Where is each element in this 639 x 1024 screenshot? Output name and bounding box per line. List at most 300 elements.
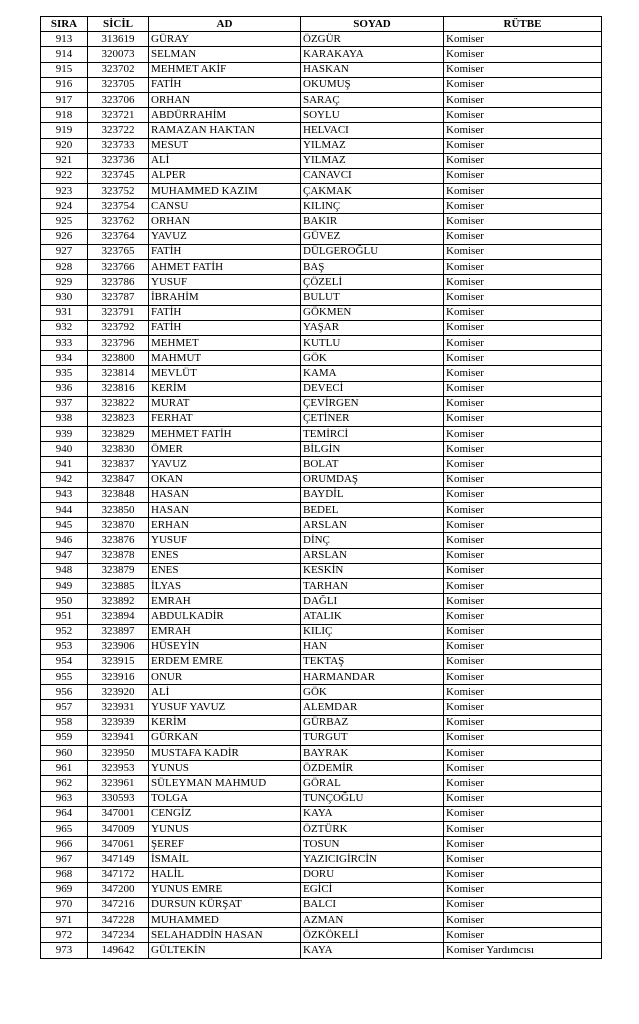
cell-rutbe: Komiser	[444, 123, 602, 138]
cell-ad: YUNUS	[149, 821, 301, 836]
cell-rutbe: Komiser	[444, 837, 602, 852]
cell-soyad: TEKTAŞ	[301, 654, 444, 669]
cell-soyad: DİNÇ	[301, 533, 444, 548]
table-row	[41, 184, 602, 199]
cell-sira: 919	[41, 123, 88, 138]
cell-rutbe: Komiser	[444, 260, 602, 275]
table-row	[41, 639, 602, 654]
table-row	[41, 700, 602, 715]
cell-sira: 973	[41, 943, 88, 958]
cell-sira: 949	[41, 578, 88, 593]
table-row	[41, 882, 602, 897]
table-row	[41, 138, 602, 153]
cell-sicil: 323941	[88, 730, 149, 745]
cell-ad: ERDEM EMRE	[149, 654, 301, 669]
table-body	[41, 32, 602, 958]
table-row	[41, 518, 602, 533]
table-row	[41, 503, 602, 518]
cell-sira: 970	[41, 897, 88, 912]
cell-ad: FATİH	[149, 320, 301, 335]
cell-sicil: 323765	[88, 244, 149, 259]
cell-sira: 944	[41, 503, 88, 518]
cell-rutbe: Komiser	[444, 305, 602, 320]
cell-sicil: 323786	[88, 275, 149, 290]
cell-rutbe: Komiser	[444, 411, 602, 426]
cell-sira: 924	[41, 199, 88, 214]
cell-ad: GÜRAY	[149, 32, 301, 47]
cell-soyad: ÖZTÜRK	[301, 821, 444, 836]
cell-soyad: KESKİN	[301, 563, 444, 578]
cell-sicil: 347172	[88, 867, 149, 882]
cell-sicil: 323885	[88, 578, 149, 593]
table-row	[41, 943, 602, 958]
cell-sira: 921	[41, 153, 88, 168]
cell-sicil: 323816	[88, 381, 149, 396]
cell-ad: HALİL	[149, 867, 301, 882]
cell-sicil: 323848	[88, 487, 149, 502]
cell-ad: AHMET FATİH	[149, 260, 301, 275]
cell-ad: MUSTAFA KADİR	[149, 746, 301, 761]
cell-sira: 953	[41, 639, 88, 654]
cell-sicil: 323754	[88, 199, 149, 214]
cell-rutbe: Komiser	[444, 442, 602, 457]
cell-soyad: GÖK	[301, 351, 444, 366]
cell-sira: 914	[41, 47, 88, 62]
cell-ad: İSMAİL	[149, 852, 301, 867]
cell-sicil: 323762	[88, 214, 149, 229]
cell-soyad: KILIÇ	[301, 624, 444, 639]
cell-rutbe: Komiser	[444, 791, 602, 806]
cell-sira: 951	[41, 609, 88, 624]
cell-soyad: HASKAN	[301, 62, 444, 77]
cell-sicil: 323822	[88, 396, 149, 411]
cell-ad: ENES	[149, 563, 301, 578]
cell-sicil: 323953	[88, 761, 149, 776]
table-row	[41, 715, 602, 730]
table-row	[41, 77, 602, 92]
table-row	[41, 837, 602, 852]
cell-sira: 965	[41, 821, 88, 836]
cell-sira: 954	[41, 654, 88, 669]
cell-sicil: 323791	[88, 305, 149, 320]
cell-rutbe: Komiser	[444, 821, 602, 836]
cell-sicil: 347061	[88, 837, 149, 852]
cell-soyad: DEVECİ	[301, 381, 444, 396]
cell-sicil: 323915	[88, 654, 149, 669]
cell-ad: İLYAS	[149, 578, 301, 593]
cell-sira: 938	[41, 411, 88, 426]
table-row	[41, 62, 602, 77]
cell-soyad: KAMA	[301, 366, 444, 381]
cell-sicil: 347228	[88, 913, 149, 928]
cell-soyad: YAŞAR	[301, 320, 444, 335]
cell-rutbe: Komiser	[444, 138, 602, 153]
cell-ad: FATİH	[149, 244, 301, 259]
cell-soyad: BEDEL	[301, 503, 444, 518]
cell-ad: MEHMET	[149, 335, 301, 350]
cell-sicil: 149642	[88, 943, 149, 958]
cell-sira: 968	[41, 867, 88, 882]
cell-sicil: 323961	[88, 776, 149, 791]
table-row	[41, 47, 602, 62]
cell-rutbe: Komiser	[444, 62, 602, 77]
table-row	[41, 594, 602, 609]
cell-sira: 961	[41, 761, 88, 776]
table-row	[41, 244, 602, 259]
cell-soyad: KUTLU	[301, 335, 444, 350]
cell-rutbe: Komiser	[444, 578, 602, 593]
cell-rutbe: Komiser	[444, 366, 602, 381]
table-row	[41, 32, 602, 47]
cell-rutbe: Komiser	[444, 806, 602, 821]
cell-soyad: BAYRAK	[301, 746, 444, 761]
cell-ad: YUSUF	[149, 275, 301, 290]
cell-rutbe: Komiser	[444, 685, 602, 700]
cell-ad: CENGİZ	[149, 806, 301, 821]
cell-sira: 952	[41, 624, 88, 639]
cell-sicil: 323792	[88, 320, 149, 335]
table-row	[41, 335, 602, 350]
cell-rutbe: Komiser	[444, 730, 602, 745]
cell-rutbe: Komiser Yardımcısı	[444, 943, 602, 958]
cell-rutbe: Komiser	[444, 47, 602, 62]
cell-ad: CANSU	[149, 199, 301, 214]
cell-rutbe: Komiser	[444, 518, 602, 533]
table-row	[41, 305, 602, 320]
cell-soyad: TEMİRCİ	[301, 427, 444, 442]
cell-sicil: 323878	[88, 548, 149, 563]
cell-rutbe: Komiser	[444, 108, 602, 123]
cell-soyad: KAYA	[301, 943, 444, 958]
cell-soyad: YAZICIGİRCİN	[301, 852, 444, 867]
cell-soyad: HARMANDAR	[301, 670, 444, 685]
cell-sira: 939	[41, 427, 88, 442]
header-rutbe: RÜTBE	[444, 17, 602, 32]
cell-ad: YAVUZ	[149, 457, 301, 472]
cell-rutbe: Komiser	[444, 548, 602, 563]
cell-ad: FERHAT	[149, 411, 301, 426]
cell-ad: OKAN	[149, 472, 301, 487]
cell-ad: ŞEREF	[149, 837, 301, 852]
cell-sira: 940	[41, 442, 88, 457]
cell-soyad: BAKIR	[301, 214, 444, 229]
cell-sira: 915	[41, 62, 88, 77]
cell-ad: DURSUN KÜRŞAT	[149, 897, 301, 912]
cell-ad: FATİH	[149, 77, 301, 92]
cell-sira: 964	[41, 806, 88, 821]
cell-rutbe: Komiser	[444, 882, 602, 897]
cell-sicil: 323894	[88, 609, 149, 624]
table-row	[41, 654, 602, 669]
cell-rutbe: Komiser	[444, 852, 602, 867]
cell-ad: GÜLTEKİN	[149, 943, 301, 958]
cell-rutbe: Komiser	[444, 320, 602, 335]
cell-rutbe: Komiser	[444, 533, 602, 548]
cell-ad: MUHAMMED	[149, 913, 301, 928]
cell-sira: 934	[41, 351, 88, 366]
cell-sira: 942	[41, 472, 88, 487]
cell-soyad: ÖZGÜR	[301, 32, 444, 47]
cell-soyad: ÇAKMAK	[301, 184, 444, 199]
cell-sira: 918	[41, 108, 88, 123]
cell-sicil: 323876	[88, 533, 149, 548]
cell-soyad: ALEMDAR	[301, 700, 444, 715]
cell-soyad: ARSLAN	[301, 518, 444, 533]
cell-sira: 932	[41, 320, 88, 335]
table-row	[41, 275, 602, 290]
cell-sicil: 323706	[88, 92, 149, 107]
cell-rutbe: Komiser	[444, 472, 602, 487]
cell-soyad: ARSLAN	[301, 548, 444, 563]
table-row	[41, 123, 602, 138]
cell-soyad: KARAKAYA	[301, 47, 444, 62]
cell-rutbe: Komiser	[444, 381, 602, 396]
cell-sicil: 347200	[88, 882, 149, 897]
cell-sira: 917	[41, 92, 88, 107]
table-row	[41, 153, 602, 168]
table-row	[41, 548, 602, 563]
cell-sira: 927	[41, 244, 88, 259]
cell-ad: GÜRKAN	[149, 730, 301, 745]
cell-sicil: 323736	[88, 153, 149, 168]
cell-sira: 946	[41, 533, 88, 548]
cell-ad: KERİM	[149, 381, 301, 396]
cell-sira: 945	[41, 518, 88, 533]
cell-ad: ALİ	[149, 685, 301, 700]
table-row	[41, 381, 602, 396]
cell-sicil: 323939	[88, 715, 149, 730]
cell-rutbe: Komiser	[444, 913, 602, 928]
table-row	[41, 92, 602, 107]
cell-rutbe: Komiser	[444, 776, 602, 791]
cell-ad: MAHMUT	[149, 351, 301, 366]
table-row	[41, 442, 602, 457]
cell-soyad: GÖRAL	[301, 776, 444, 791]
table-row	[41, 578, 602, 593]
cell-sicil: 323705	[88, 77, 149, 92]
cell-ad: ONUR	[149, 670, 301, 685]
cell-ad: HASAN	[149, 487, 301, 502]
cell-soyad: ÇETİNER	[301, 411, 444, 426]
cell-soyad: ÇÖZELİ	[301, 275, 444, 290]
cell-sira: 958	[41, 715, 88, 730]
cell-soyad: KILINÇ	[301, 199, 444, 214]
cell-rutbe: Komiser	[444, 670, 602, 685]
cell-soyad: DAĞLI	[301, 594, 444, 609]
cell-sira: 923	[41, 184, 88, 199]
cell-sicil: 347149	[88, 852, 149, 867]
cell-soyad: SOYLU	[301, 108, 444, 123]
cell-rutbe: Komiser	[444, 457, 602, 472]
cell-soyad: BOLAT	[301, 457, 444, 472]
cell-rutbe: Komiser	[444, 275, 602, 290]
cell-ad: ORHAN	[149, 92, 301, 107]
cell-ad: ALİ	[149, 153, 301, 168]
cell-sicil: 323823	[88, 411, 149, 426]
cell-rutbe: Komiser	[444, 609, 602, 624]
cell-rutbe: Komiser	[444, 563, 602, 578]
table-row	[41, 806, 602, 821]
cell-ad: MEHMET FATİH	[149, 427, 301, 442]
cell-sicil: 323870	[88, 518, 149, 533]
cell-sira: 925	[41, 214, 88, 229]
cell-sira: 930	[41, 290, 88, 305]
cell-ad: HÜSEYİN	[149, 639, 301, 654]
cell-soyad: BULUT	[301, 290, 444, 305]
cell-soyad: TUNÇOĞLU	[301, 791, 444, 806]
cell-rutbe: Komiser	[444, 654, 602, 669]
table-row	[41, 260, 602, 275]
table-row	[41, 108, 602, 123]
cell-ad: ABDÜRRAHİM	[149, 108, 301, 123]
cell-soyad: DÜLGEROĞLU	[301, 244, 444, 259]
table-row	[41, 867, 602, 882]
cell-ad: ALPER	[149, 168, 301, 183]
cell-soyad: HELVACI	[301, 123, 444, 138]
cell-ad: HASAN	[149, 503, 301, 518]
cell-sicil: 323766	[88, 260, 149, 275]
cell-sicil: 323920	[88, 685, 149, 700]
cell-ad: YUSUF	[149, 533, 301, 548]
cell-sicil: 347216	[88, 897, 149, 912]
table-row	[41, 427, 602, 442]
cell-ad: SELMAN	[149, 47, 301, 62]
table-row	[41, 609, 602, 624]
cell-rutbe: Komiser	[444, 290, 602, 305]
cell-sira: 959	[41, 730, 88, 745]
table-row	[41, 411, 602, 426]
cell-soyad: SARAÇ	[301, 92, 444, 107]
cell-sira: 950	[41, 594, 88, 609]
cell-soyad: GÖK	[301, 685, 444, 700]
cell-sicil: 320073	[88, 47, 149, 62]
cell-sicil: 323814	[88, 366, 149, 381]
cell-rutbe: Komiser	[444, 32, 602, 47]
table-row	[41, 168, 602, 183]
cell-rutbe: Komiser	[444, 928, 602, 943]
table-row	[41, 472, 602, 487]
cell-sira: 922	[41, 168, 88, 183]
cell-sira: 971	[41, 913, 88, 928]
cell-soyad: HAN	[301, 639, 444, 654]
cell-rutbe: Komiser	[444, 77, 602, 92]
cell-sicil: 323796	[88, 335, 149, 350]
cell-ad: MUHAMMED KAZIM	[149, 184, 301, 199]
table-row	[41, 730, 602, 745]
table-row	[41, 351, 602, 366]
cell-sira: 920	[41, 138, 88, 153]
cell-ad: ERHAN	[149, 518, 301, 533]
cell-sira: 935	[41, 366, 88, 381]
table-row	[41, 320, 602, 335]
table-row	[41, 290, 602, 305]
cell-sira: 916	[41, 77, 88, 92]
cell-sicil: 313619	[88, 32, 149, 47]
cell-ad: YUNUS EMRE	[149, 882, 301, 897]
cell-sicil: 323829	[88, 427, 149, 442]
cell-sira: 943	[41, 487, 88, 502]
cell-soyad: ORUMDAŞ	[301, 472, 444, 487]
cell-rutbe: Komiser	[444, 199, 602, 214]
cell-ad: MESUT	[149, 138, 301, 153]
cell-sicil: 323830	[88, 442, 149, 457]
cell-ad: ENES	[149, 548, 301, 563]
cell-sicil: 347001	[88, 806, 149, 821]
cell-soyad: GÜVEZ	[301, 229, 444, 244]
cell-ad: MEHMET AKİF	[149, 62, 301, 77]
cell-sira: 941	[41, 457, 88, 472]
personnel-table	[40, 16, 602, 959]
cell-rutbe: Komiser	[444, 487, 602, 502]
cell-sicil: 323850	[88, 503, 149, 518]
cell-soyad: ÇEVİRGEN	[301, 396, 444, 411]
cell-soyad: EGİCİ	[301, 882, 444, 897]
cell-rutbe: Komiser	[444, 396, 602, 411]
cell-ad: İBRAHİM	[149, 290, 301, 305]
table-row	[41, 913, 602, 928]
table-row	[41, 821, 602, 836]
cell-rutbe: Komiser	[444, 897, 602, 912]
cell-soyad: BALCI	[301, 897, 444, 912]
cell-rutbe: Komiser	[444, 761, 602, 776]
cell-soyad: KAYA	[301, 806, 444, 821]
cell-sira: 929	[41, 275, 88, 290]
cell-sicil: 323897	[88, 624, 149, 639]
cell-soyad: ÖZDEMİR	[301, 761, 444, 776]
cell-soyad: TURGUT	[301, 730, 444, 745]
table-row	[41, 761, 602, 776]
cell-rutbe: Komiser	[444, 229, 602, 244]
cell-sicil: 323847	[88, 472, 149, 487]
cell-ad: EMRAH	[149, 624, 301, 639]
cell-rutbe: Komiser	[444, 184, 602, 199]
cell-soyad: DORU	[301, 867, 444, 882]
cell-sira: 967	[41, 852, 88, 867]
cell-sira: 966	[41, 837, 88, 852]
cell-soyad: CANAVCI	[301, 168, 444, 183]
cell-sira: 957	[41, 700, 88, 715]
cell-ad: ÖMER	[149, 442, 301, 457]
cell-sicil: 323733	[88, 138, 149, 153]
cell-ad: YUNUS	[149, 761, 301, 776]
cell-rutbe: Komiser	[444, 594, 602, 609]
cell-rutbe: Komiser	[444, 867, 602, 882]
cell-soyad: GÖKMEN	[301, 305, 444, 320]
cell-ad: ORHAN	[149, 214, 301, 229]
table-row	[41, 366, 602, 381]
cell-sicil: 323879	[88, 563, 149, 578]
table-row	[41, 487, 602, 502]
cell-sira: 963	[41, 791, 88, 806]
cell-sicil: 347234	[88, 928, 149, 943]
table-row	[41, 457, 602, 472]
cell-sicil: 347009	[88, 821, 149, 836]
cell-ad: EMRAH	[149, 594, 301, 609]
cell-sira: 937	[41, 396, 88, 411]
cell-rutbe: Komiser	[444, 214, 602, 229]
cell-rutbe: Komiser	[444, 153, 602, 168]
cell-ad: SELAHADDİN HASAN	[149, 928, 301, 943]
cell-soyad: ATALIK	[301, 609, 444, 624]
cell-sira: 936	[41, 381, 88, 396]
cell-rutbe: Komiser	[444, 700, 602, 715]
cell-sira: 926	[41, 229, 88, 244]
cell-sira: 962	[41, 776, 88, 791]
cell-soyad: BİLGİN	[301, 442, 444, 457]
cell-soyad: TARHAN	[301, 578, 444, 593]
cell-ad: SÜLEYMAN MAHMUD	[149, 776, 301, 791]
cell-sira: 972	[41, 928, 88, 943]
